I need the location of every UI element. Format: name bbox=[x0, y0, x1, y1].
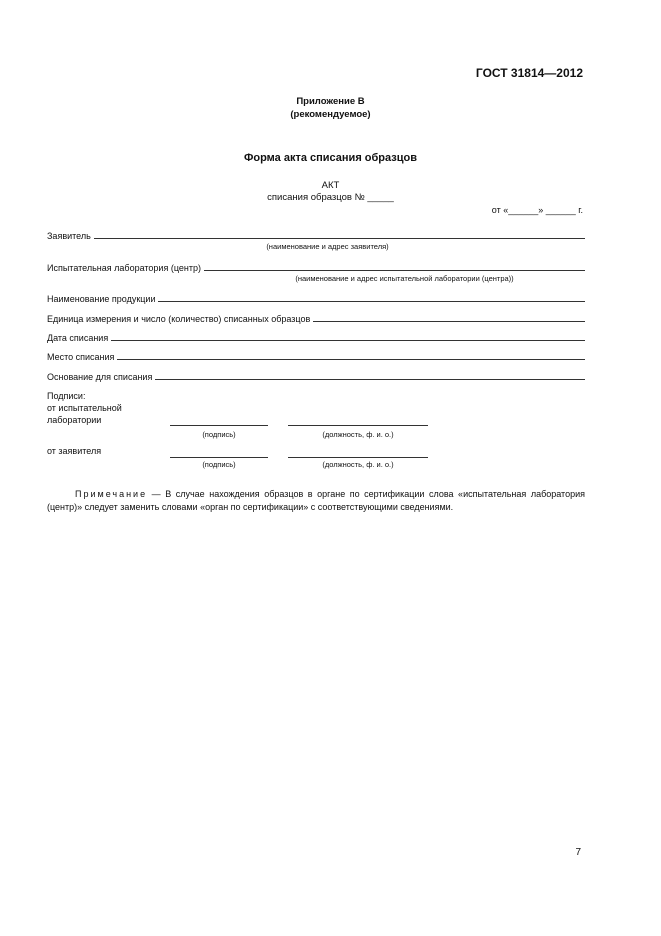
lab-position-line[interactable] bbox=[288, 424, 428, 426]
standard-number: ГОСТ 31814—2012 bbox=[475, 66, 583, 80]
unit-line[interactable] bbox=[313, 313, 585, 322]
note-text: — В случае нахождения образцов в органе по сертификации слова «испытательная лаборатория (центр)» следует заменить словами «орган по сертификации» с соответствующими сведениями. bbox=[47, 489, 585, 512]
appendix-heading bbox=[0, 95, 661, 121]
unit-field bbox=[47, 313, 585, 324]
note-label: Примечание bbox=[75, 489, 148, 499]
applicant-position-line[interactable] bbox=[288, 456, 428, 458]
appendix-subtitle: (рекомендуемое) bbox=[290, 109, 371, 120]
applicant-signature-hint: (подпись) bbox=[202, 460, 236, 469]
act-title: АКТ bbox=[321, 180, 340, 191]
signatures-title: Подписи: bbox=[47, 391, 86, 401]
page-number: 7 bbox=[575, 847, 581, 858]
laboratory-label: Испытательная лаборатория (центр) bbox=[47, 263, 201, 273]
applicant-signatory-label: от заявителя bbox=[47, 446, 102, 456]
applicant-field bbox=[47, 230, 585, 241]
note bbox=[47, 488, 585, 514]
appendix-title: Приложение В bbox=[296, 96, 365, 107]
product-line[interactable] bbox=[158, 293, 585, 302]
act-subtitle: списания образцов № _____ bbox=[267, 192, 394, 203]
product-label: Наименование продукции bbox=[47, 294, 156, 304]
place-line[interactable] bbox=[117, 351, 585, 360]
applicant-position-hint: (должность, ф. и. о.) bbox=[322, 460, 394, 469]
lab-position-hint: (должность, ф. и. о.) bbox=[322, 430, 394, 439]
place-label: Место списания bbox=[47, 352, 115, 362]
basis-field bbox=[47, 371, 585, 382]
applicant-hint: (наименование и адрес заявителя) bbox=[266, 242, 389, 251]
basis-label: Основание для списания bbox=[47, 372, 153, 382]
signatures-heading bbox=[47, 390, 147, 426]
lab-signatory-label-1: от испытательной bbox=[47, 403, 122, 413]
applicant-label: Заявитель bbox=[47, 231, 91, 241]
lab-signature-line[interactable] bbox=[170, 424, 268, 426]
date-field bbox=[47, 332, 585, 343]
laboratory-line[interactable] bbox=[204, 262, 585, 271]
place-field bbox=[47, 351, 585, 362]
unit-label: Единица измерения и число (количество) списанных образцов bbox=[47, 314, 311, 324]
laboratory-field bbox=[47, 262, 585, 273]
act-date: от «______» ______ г. bbox=[491, 205, 583, 215]
basis-line[interactable] bbox=[155, 371, 585, 380]
act-heading bbox=[0, 180, 661, 204]
form-title: Форма акта списания образцов bbox=[243, 152, 417, 164]
applicant-line[interactable] bbox=[94, 230, 585, 239]
lab-signature-hint: (подпись) bbox=[202, 430, 236, 439]
date-line[interactable] bbox=[111, 332, 585, 341]
applicant-signature-line[interactable] bbox=[170, 456, 268, 458]
lab-signatory-label-2: лаборатории bbox=[47, 415, 102, 425]
date-label: Дата списания bbox=[47, 333, 109, 343]
laboratory-hint: (наименование и адрес испытательной лаборатории (центра)) bbox=[295, 274, 514, 283]
product-field bbox=[47, 293, 585, 304]
